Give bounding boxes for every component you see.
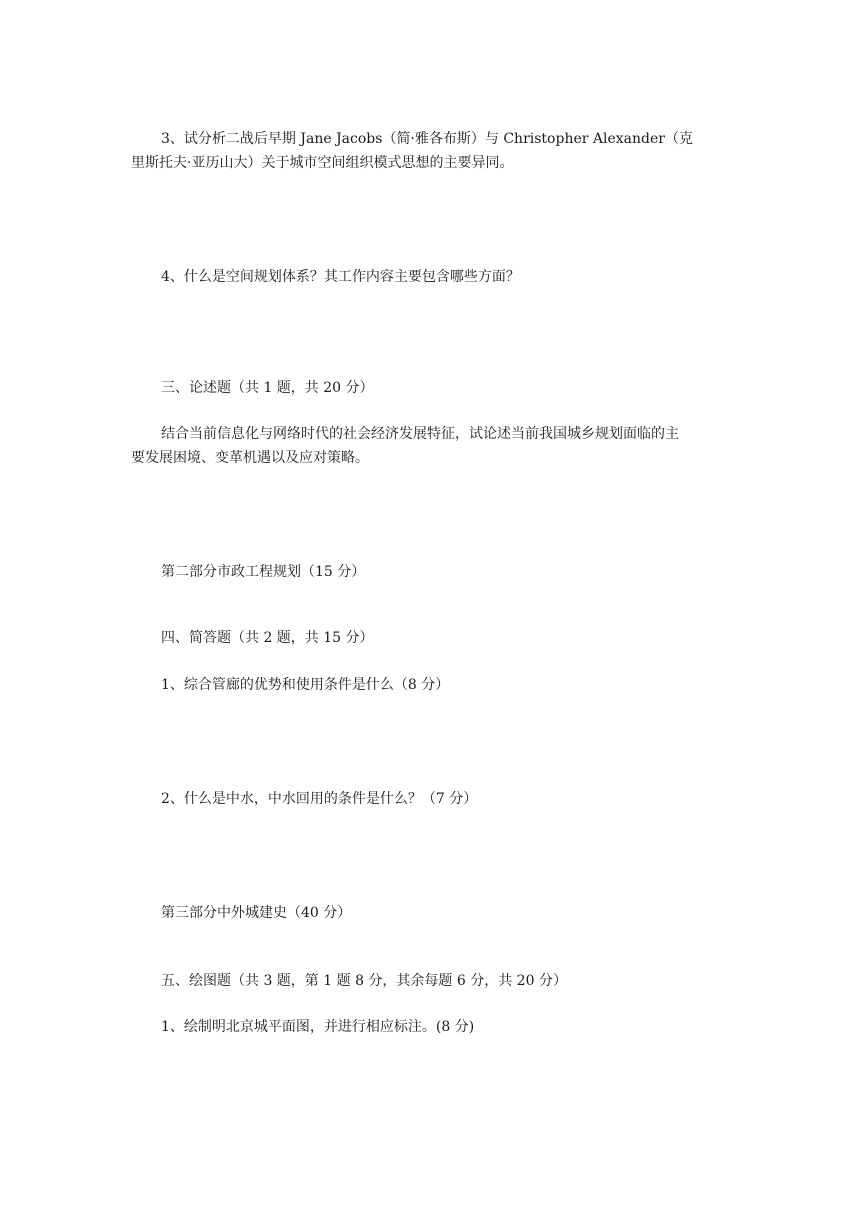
section-4-heading: 四、简答题（共 2 题，共 15 分） [161, 630, 374, 646]
part-2-question-2: 2、什么是中水，中水回用的条件是什么？（7 分） [161, 791, 478, 807]
section-3-heading: 三、论述题（共 1 题，共 20 分） [161, 380, 374, 396]
section-5-heading: 五、绘图题（共 3 题，第 1 题 8 分，其余每题 6 分，共 20 分） [161, 973, 567, 989]
essay-question-line-2: 要发展困境、变革机遇以及应对策略。 [131, 450, 369, 466]
part-2-question-1: 1、综合管廊的优势和使用条件是什么（8 分） [161, 677, 450, 693]
question-3-line-2: 里斯托夫·亚历山大）关于城市空间组织模式思想的主要异同。 [131, 155, 514, 171]
part-3-heading: 第三部分中外城建史（40 分） [161, 905, 352, 921]
question-4: 4、什么是空间规划体系？其工作内容主要包含哪些方面？ [161, 269, 520, 285]
essay-question-line-1: 结合当前信息化与网络时代的社会经济发展特征，试论述当前我国城乡规划面临的主 [161, 426, 679, 442]
question-3-line-1: 3、试分析二战后早期 Jane Jacobs（简·雅各布斯）与 Christopher Alexander（克 [161, 131, 693, 147]
part-2-heading: 第二部分市政工程规划（15 分） [161, 564, 366, 580]
part-3-question-1: 1、绘制明北京城平面图，并进行相应标注。(8 分) [161, 1019, 475, 1035]
